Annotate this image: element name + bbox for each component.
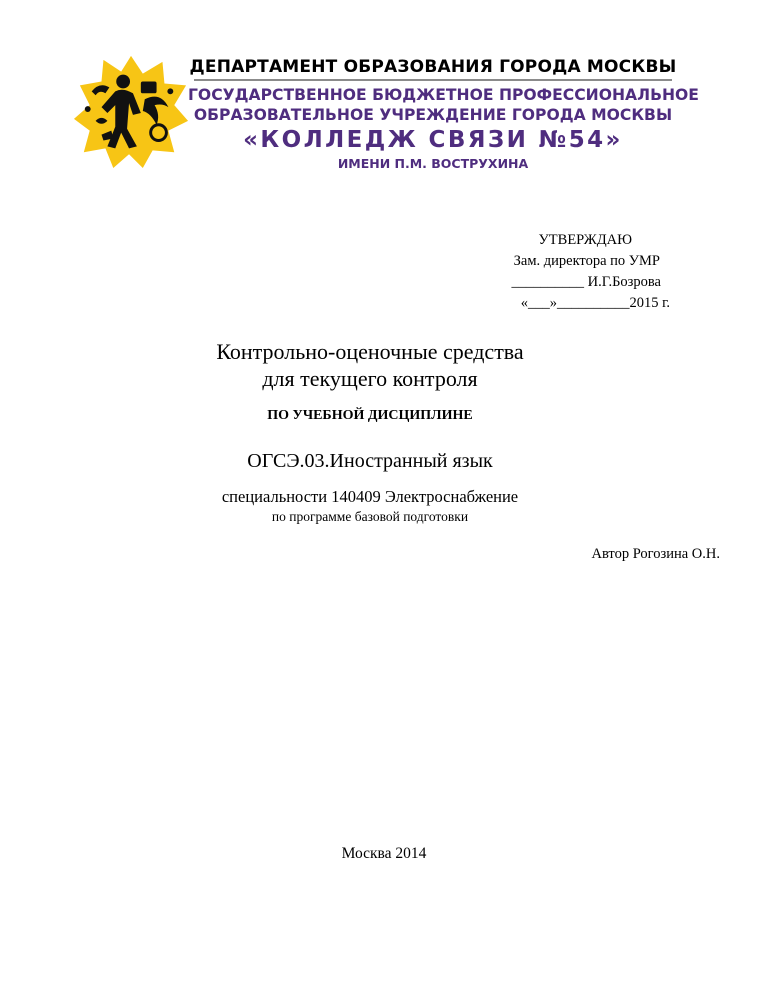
approval-heading: УТВЕРЖДАЮ bbox=[538, 232, 632, 248]
named-after: ИМЕНИ П.М. ВОСТРУХИНА bbox=[337, 156, 529, 171]
city-year: Москва 2014 bbox=[341, 845, 427, 862]
approval-position: Зам. директора по УМР bbox=[513, 253, 660, 269]
institution-line-1: ГОСУДАРСТВЕННОЕ БЮДЖЕТНОЕ ПРОФЕССИОНАЛЬНОЕ bbox=[188, 86, 699, 104]
specialty: специальности 140409 Электроснабжение bbox=[221, 487, 519, 506]
subject-caption: ПО УЧЕБНОЙ ДИСЦИПЛИНЕ bbox=[267, 408, 473, 423]
institution-line-2: ОБРАЗОВАТЕЛЬНОЕ УЧРЕЖДЕНИЕ ГОРОДА МОСКВЫ bbox=[193, 106, 673, 124]
institution-header bbox=[188, 56, 699, 173]
header-divider bbox=[194, 79, 672, 81]
approval-date-line: «___»__________2015 г. bbox=[520, 295, 670, 311]
college-emblem-icon bbox=[72, 52, 190, 170]
document-title-line-2: для текущего контроля bbox=[262, 366, 478, 391]
document-title-line-1: Контрольно-оценочные средства bbox=[216, 339, 524, 364]
department-name: ДЕПАРТАМЕНТ ОБРАЗОВАНИЯ ГОРОДА МОСКВЫ bbox=[189, 57, 677, 77]
author: Автор Рогозина О.Н. bbox=[591, 546, 720, 562]
college-name: «КОЛЛЕДЖ СВЯЗИ №54» bbox=[243, 127, 623, 153]
approval-signature-line: __________ И.Г.Бозрова bbox=[511, 274, 661, 290]
discipline-name: ОГСЭ.03.Иностранный язык bbox=[247, 450, 493, 472]
program-level: по программе базовой подготовки bbox=[271, 509, 469, 524]
approval-block bbox=[470, 230, 670, 314]
